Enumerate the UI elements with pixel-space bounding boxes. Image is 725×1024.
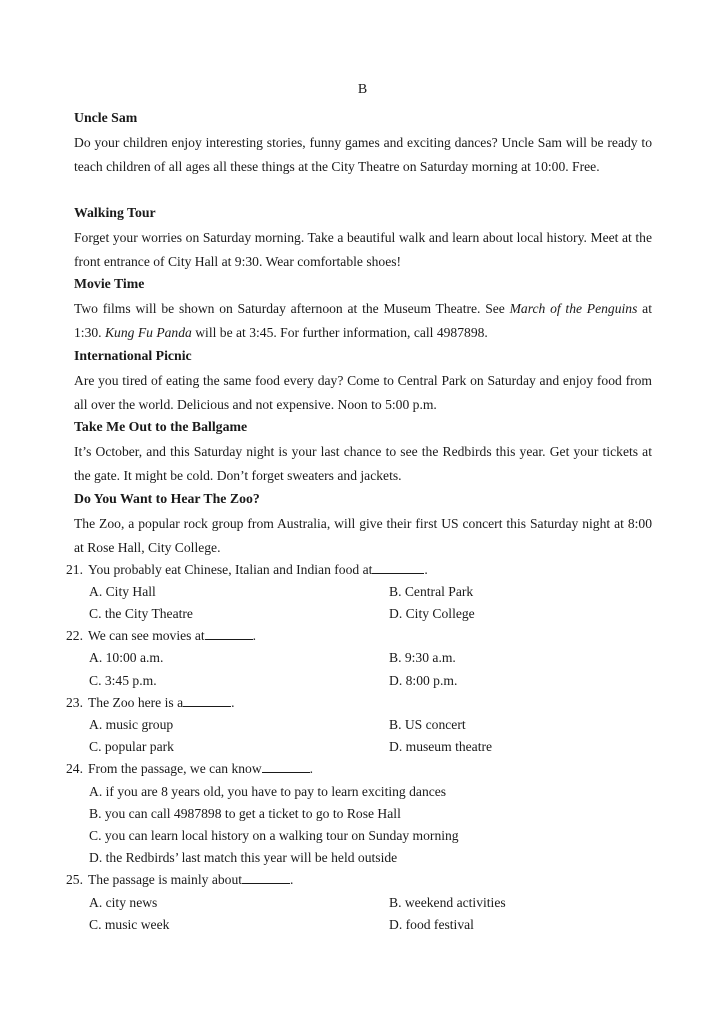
option-a: A. music group <box>89 717 174 732</box>
option-d: D. City College <box>389 606 475 621</box>
article-title: Movie Time <box>74 276 145 291</box>
section-letter: B <box>357 82 368 97</box>
question-25: 25. The passage is mainly about . <box>66 869 666 891</box>
answer-blank <box>242 869 290 884</box>
article-international-picnic <box>74 345 652 416</box>
article-the-zoo <box>74 488 652 559</box>
article-text: The Zoo, a popular rock group from Australia, will give their first US concert this Saturday night at 8:00 at Rose Hall, City College. <box>74 516 652 555</box>
answer-blank <box>205 625 253 640</box>
article-title: Uncle Sam <box>74 110 138 125</box>
option-c: C. you can learn local history on a walking tour on Sunday morning <box>89 828 459 843</box>
question-22: 22. We can see movies at . <box>66 625 666 647</box>
article-text: Forget your worries on Saturday morning. Take a beautiful walk and learn about local history. Meet at the front entrance of City Hall at 9:30. Wear comfortable shoes! <box>74 230 652 269</box>
question-21: 21. You probably eat Chinese, Italian and Indian food at . <box>66 559 666 581</box>
option-d: D. the Redbirds’ last match this year will be held outside <box>89 850 398 865</box>
question-23: 23. The Zoo here is a . <box>66 692 666 714</box>
article-title: Take Me Out to the Ballgame <box>74 419 248 434</box>
option-a: A. if you are 8 years old, you have to pay to learn exciting dances <box>89 784 447 799</box>
option-b: B. US concert <box>389 717 466 732</box>
article-ballgame <box>74 416 652 487</box>
answer-blank <box>262 758 310 773</box>
option-a: A. city news <box>89 895 158 910</box>
option-c: C. music week <box>89 917 170 932</box>
article-uncle-sam <box>74 107 652 178</box>
option-d: D. 8:00 p.m. <box>389 673 458 688</box>
option-d: D. museum theatre <box>389 739 493 754</box>
option-c: C. the City Theatre <box>89 606 193 621</box>
option-b: B. Central Park <box>389 584 474 599</box>
option-c: C. 3:45 p.m. <box>89 673 157 688</box>
option-b: B. you can call 4987898 to get a ticket to go to Rose Hall <box>89 806 401 821</box>
option-a: A. 10:00 a.m. <box>89 650 164 665</box>
answer-blank <box>372 559 424 574</box>
option-d: D. food festival <box>389 917 474 932</box>
article-text: Are you tired of eating the same food every day? Come to Central Park on Saturday and enjoy food from all over the world. Delicious and not expensive. Noon to 5:00 p.m. <box>74 373 652 412</box>
article-title: International Picnic <box>74 348 192 363</box>
article-text: Do your children enjoy interesting stories, funny games and exciting dances? Uncle Sam will be ready to teach children of all ages all these things at the City Theatre on Saturday morning at 10:00. Free. <box>74 135 652 174</box>
article-title: Do You Want to Hear The Zoo? <box>74 491 260 506</box>
question-24: 24. From the passage, we can know . <box>66 758 666 780</box>
article-title: Walking Tour <box>74 205 156 220</box>
article-text: Two films will be shown on Saturday afternoon at the Museum Theatre. See March of the Penguins at 1:30. Kung Fu Panda will be at 3:45. For further information, call 4987898. <box>74 301 652 340</box>
article-movie-time <box>74 273 652 344</box>
film-title: Kung Fu Panda <box>104 324 192 340</box>
option-a: A. City Hall <box>89 584 156 599</box>
option-b: B. weekend activities <box>389 895 506 910</box>
option-c: C. popular park <box>89 739 174 754</box>
article-walking-tour <box>74 202 652 273</box>
article-text: It’s October, and this Saturday night is your last chance to see the Redbirds this year. Get your tickets at the gate. It might be cold. Don’t forget sweaters and jackets. <box>74 444 652 483</box>
answer-blank <box>183 692 231 707</box>
film-title: March of the Penguins <box>509 301 638 316</box>
option-b: B. 9:30 a.m. <box>389 650 456 665</box>
